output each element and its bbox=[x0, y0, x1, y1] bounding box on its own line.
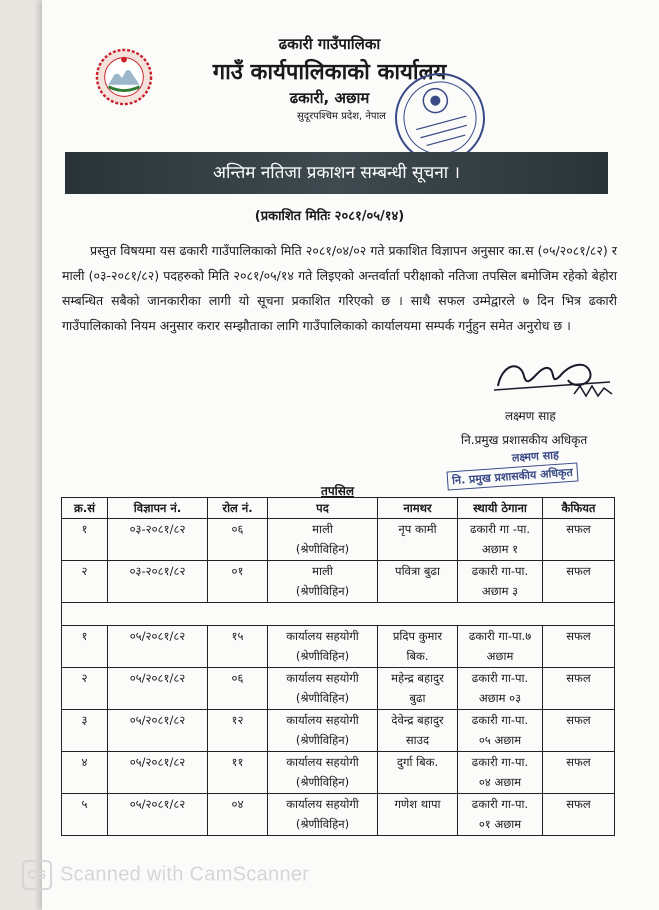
cell-name bbox=[378, 752, 458, 794]
cell-name bbox=[378, 710, 458, 752]
table-caption: तपसिल bbox=[321, 484, 355, 498]
name-line1: गणेश थापा bbox=[394, 797, 441, 811]
cell-name bbox=[378, 794, 458, 836]
cell-sn: ३ bbox=[62, 710, 108, 752]
cell-address bbox=[458, 519, 543, 561]
cell-roll: ०४ bbox=[208, 794, 268, 836]
address-line1: ढकारी गा-पा. bbox=[471, 564, 529, 578]
name-line2: साउद bbox=[405, 733, 430, 747]
cell-address bbox=[458, 561, 543, 603]
post-grade: (श्रेणीविहिन) bbox=[295, 733, 350, 747]
name-line2: बुढा bbox=[409, 691, 426, 705]
cell-remark: सफल bbox=[543, 710, 615, 752]
cell-adv: ०५/२०८१/८२ bbox=[108, 752, 208, 794]
published-date: (प्रकाशित मितिः २०८१/०५/१४) bbox=[254, 209, 405, 224]
signatory-title: नि.प्रमुख प्रशासकीय अधिकृत bbox=[461, 433, 588, 447]
cell-post bbox=[268, 794, 378, 836]
table-row bbox=[62, 668, 615, 710]
cell-address bbox=[458, 752, 543, 794]
address-line2: अछाम bbox=[486, 649, 514, 663]
name-line2: बिक. bbox=[406, 649, 429, 663]
signatory-stamp-name: लक्ष्मण साह bbox=[511, 448, 560, 465]
address-line1: ढकारी गा-पा. bbox=[471, 797, 529, 811]
handwritten-signature bbox=[490, 346, 620, 408]
name-line1: प्रदिप कुमार bbox=[392, 629, 443, 643]
col-header-sn: क्र.सं bbox=[62, 498, 108, 519]
col-header-address: स्थायी ठेगाना bbox=[458, 498, 543, 519]
cell-adv: ०५/२०८१/८२ bbox=[108, 668, 208, 710]
office-location: ढकारी, अछाम bbox=[289, 89, 370, 107]
post-grade: (श्रेणीविहिन) bbox=[295, 775, 350, 789]
cell-sn: ५ bbox=[62, 794, 108, 836]
address-line1: ढकारी गा -पा. bbox=[469, 522, 531, 536]
province-name: सुदूरपश्चिम प्रदेश, नेपाल bbox=[297, 111, 386, 122]
address-line1: ढकारी गा-पा. bbox=[471, 671, 529, 685]
cell-post bbox=[268, 519, 378, 561]
table-header-row bbox=[62, 498, 615, 519]
table-row bbox=[62, 710, 615, 752]
table-row bbox=[62, 519, 615, 561]
cell-name bbox=[378, 519, 458, 561]
signatory-stamp-title: नि. प्रमुख प्रशासकीय अधिकृत bbox=[446, 462, 578, 490]
cell-post bbox=[268, 668, 378, 710]
col-header-advertisement-no: विज्ञापन नं. bbox=[108, 498, 208, 519]
cell-roll: ०६ bbox=[208, 519, 268, 561]
cell-sn: ४ bbox=[62, 752, 108, 794]
cell-post bbox=[268, 626, 378, 668]
cell-sn: १ bbox=[62, 626, 108, 668]
name-line1: देवेन्द्र बहादुर bbox=[391, 713, 444, 727]
post-label: कार्यालय सहयोगी bbox=[286, 755, 359, 769]
cell-name bbox=[378, 626, 458, 668]
cell-adv: ०५/२०८१/८२ bbox=[108, 710, 208, 752]
address-line2: ०५ अछाम bbox=[478, 733, 522, 747]
table-separator-row bbox=[62, 603, 615, 626]
table-row bbox=[62, 752, 615, 794]
cell-roll: १२ bbox=[208, 710, 268, 752]
cell-roll: ११ bbox=[208, 752, 268, 794]
address-line2: अछाम ३ bbox=[481, 584, 519, 598]
address-line2: अछाम ०३ bbox=[478, 691, 522, 705]
signatory-name: लक्ष्मण साह bbox=[505, 409, 556, 423]
cell-adv: ०५/२०८१/८२ bbox=[108, 626, 208, 668]
post-label: माली bbox=[312, 522, 333, 536]
camscanner-watermark bbox=[22, 860, 309, 890]
col-header-remarks: कैफियत bbox=[543, 498, 615, 519]
cell-name bbox=[378, 561, 458, 603]
cell-remark: सफल bbox=[543, 794, 615, 836]
col-header-name: नामथर bbox=[378, 498, 458, 519]
post-grade: (श्रेणीविहिन) bbox=[295, 584, 350, 598]
address-line2: ०१ अछाम bbox=[478, 817, 522, 831]
col-header-post: पद bbox=[268, 498, 378, 519]
table-row bbox=[62, 561, 615, 603]
cell-remark: सफल bbox=[543, 561, 615, 603]
camscanner-text: Scanned with CamScanner bbox=[60, 863, 310, 886]
cell-remark: सफल bbox=[543, 519, 615, 561]
post-grade: (श्रेणीविहिन) bbox=[295, 817, 350, 831]
table-row bbox=[62, 794, 615, 836]
cell-address bbox=[458, 794, 543, 836]
cell-sn: १ bbox=[62, 519, 108, 561]
cell-post bbox=[268, 710, 378, 752]
name-line1: दुर्गा बिक. bbox=[396, 755, 439, 769]
cell-roll: १५ bbox=[208, 626, 268, 668]
name-line1: नृप कामी bbox=[398, 522, 437, 536]
post-label: कार्यालय सहयोगी bbox=[286, 629, 359, 643]
address-line2: ०४ अछाम bbox=[478, 775, 522, 789]
address-line1: ढकारी गा-पा. bbox=[471, 713, 529, 727]
notice-title-banner: अन्तिम नतिजा प्रकाशन सम्बन्धी सूचना । bbox=[65, 152, 608, 194]
address-line1: ढकारी गा-पा.७ bbox=[468, 629, 532, 643]
cell-sn: २ bbox=[62, 561, 108, 603]
post-grade: (श्रेणीविहिन) bbox=[295, 691, 350, 705]
cell-remark: सफल bbox=[543, 752, 615, 794]
results-table bbox=[61, 497, 615, 836]
cell-roll: ०६ bbox=[208, 668, 268, 710]
cell-adv: ०५/२०८१/८२ bbox=[108, 794, 208, 836]
col-header-roll-no: रोल नं. bbox=[208, 498, 268, 519]
post-label: कार्यालय सहयोगी bbox=[286, 671, 359, 685]
post-grade: (श्रेणीविहिन) bbox=[295, 649, 350, 663]
cell-post bbox=[268, 752, 378, 794]
name-line1: पवित्रा बुढा bbox=[395, 564, 440, 578]
cell-adv: ०३-२०८१/८२ bbox=[108, 561, 208, 603]
post-grade: (श्रेणीविहिन) bbox=[295, 542, 350, 556]
post-label: माली bbox=[312, 564, 333, 578]
cell-post bbox=[268, 561, 378, 603]
cell-name bbox=[378, 668, 458, 710]
address-line2: अछाम १ bbox=[481, 542, 519, 556]
table-row bbox=[62, 626, 615, 668]
cell-address bbox=[458, 668, 543, 710]
post-label: कार्यालय सहयोगी bbox=[286, 797, 359, 811]
cell-address bbox=[458, 626, 543, 668]
cell-sn: २ bbox=[62, 668, 108, 710]
municipality-name: ढकारी गाउँपालिका bbox=[278, 35, 381, 53]
notice-body-paragraph: प्रस्तुत विषयमा यस ढकारी गाउँपालिकाको मिति २०८१/०४/०२ गते प्रकाशित विज्ञापन अनुसार का.स (०५/२०८१/८२) र माली (०३-२०८१/८२) पदहरुको मिति २०८१/०५/१४ गते लिइएको अन्तर्वार्ता परीक्षाको नतिजा तपसिल बमोजिम रहेको बेहोरा सम्बन्धित सबैको जानकारीका लागी यो सूचना प्रकाशित गरिएको छ । साथै सफल उम्मेद्वारले ७ दिन भित्र ढकारी गाउँपालिकाको नियम अनुसार करार सम्झौताका लागि गाउँपालिकाको कार्यालयमा सम्पर्क गर्नुहुन समेत अनुरोध छ । bbox=[62, 243, 617, 333]
name-line1: महेन्द्र बहादुर bbox=[391, 671, 444, 685]
cell-adv: ०३-२०८१/८२ bbox=[108, 519, 208, 561]
cell-remark: सफल bbox=[543, 626, 615, 668]
cell-roll: ०१ bbox=[208, 561, 268, 603]
post-label: कार्यालय सहयोगी bbox=[286, 713, 359, 727]
cell-address bbox=[458, 710, 543, 752]
cell-remark: सफल bbox=[543, 668, 615, 710]
separator-cell bbox=[62, 603, 615, 626]
office-name: गाउँ कार्यपालिकाको कार्यालय bbox=[212, 60, 447, 85]
address-line1: ढकारी गा-पा. bbox=[471, 755, 529, 769]
camscanner-icon: CS bbox=[22, 860, 52, 890]
